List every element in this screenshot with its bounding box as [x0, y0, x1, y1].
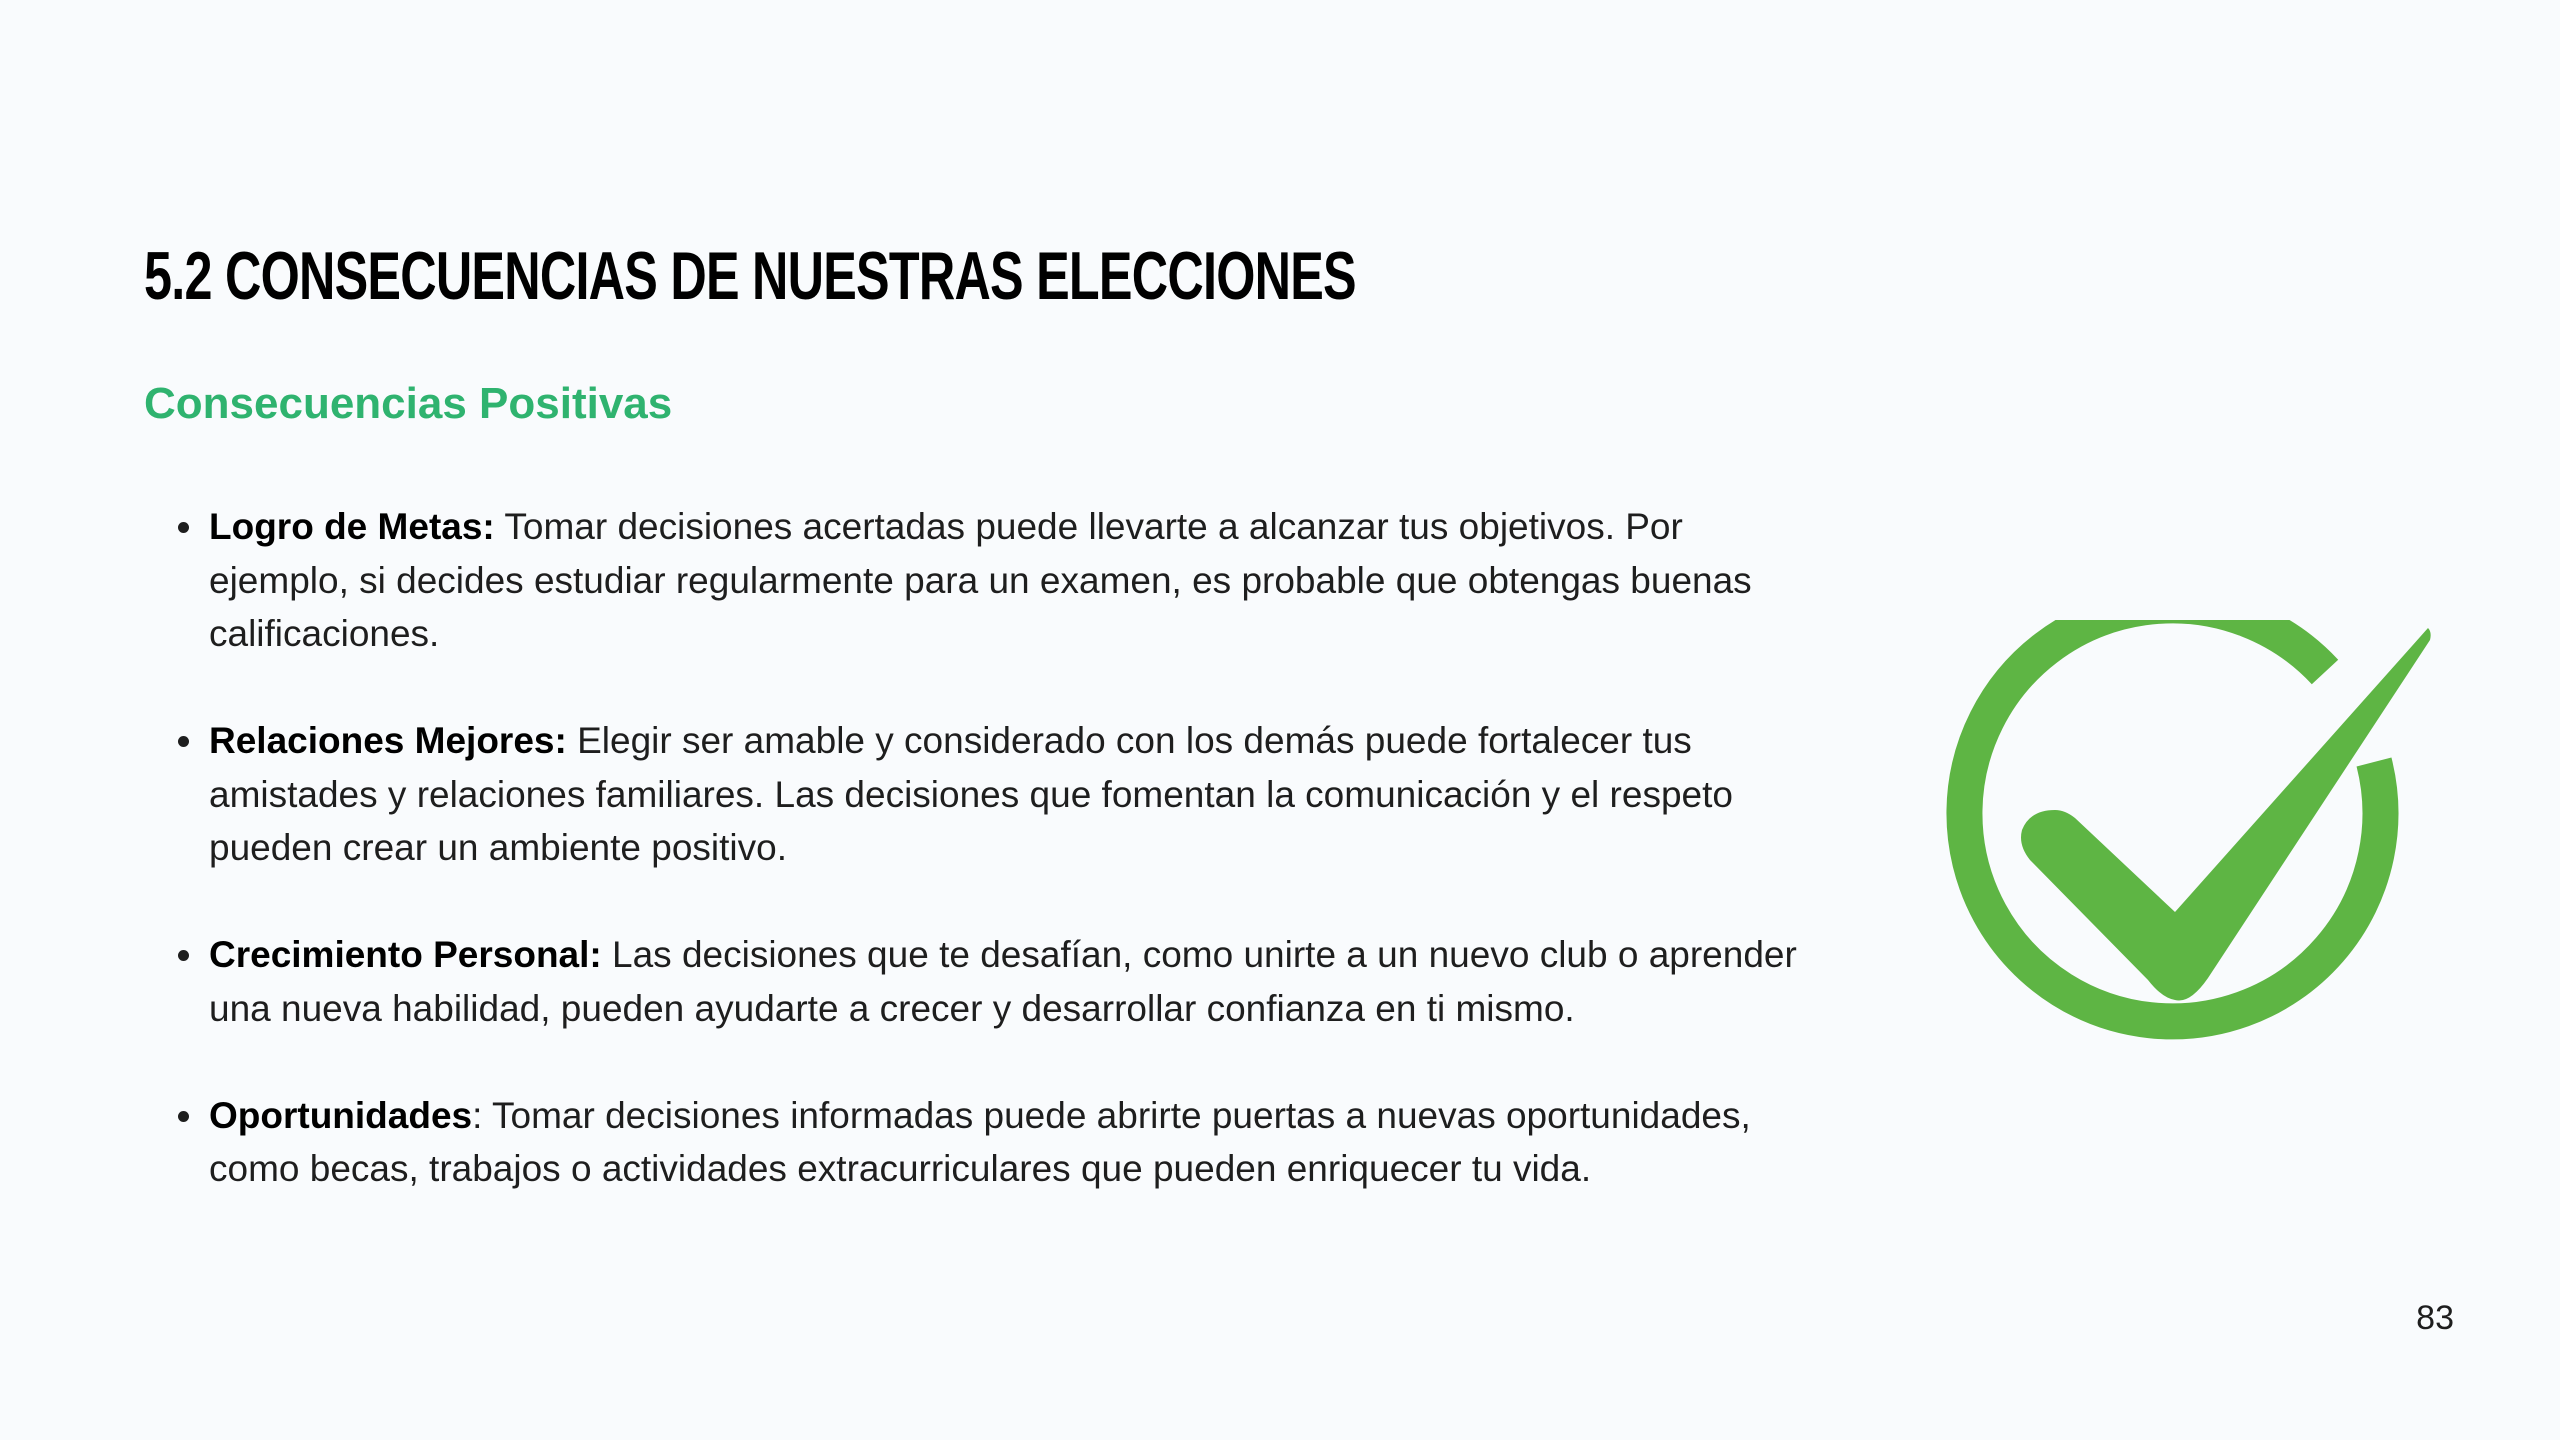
bullet-term: Logro de Metas: [209, 506, 495, 547]
section-subtitle: Consecuencias Positivas [144, 379, 673, 428]
list-item [144, 928, 1804, 1035]
list-item [144, 500, 1804, 661]
bullet-text: Elegir ser amable y considerado con los demás puede fortalecer tus amistades y relaciones familiares. Las decisiones que fomentan la comunicación y el respeto pueden crear un ambiente positivo. [209, 720, 1733, 868]
bullet-text: Las decisiones que te desafían, como unirte a un nuevo club o aprender una nueva habilidad, pueden ayudarte a crecer y desarrollar confianza en ti mismo. [209, 934, 1797, 1029]
bullet-term: Crecimiento Personal: [209, 934, 602, 975]
page-title: 5.2 CONSECUENCIAS DE NUESTRAS ELECCIONES [144, 238, 1356, 314]
check-circle-icon [1940, 620, 2440, 1100]
bullet-text: Tomar decisiones acertadas puede llevarte a alcanzar tus objetivos. Por ejemplo, si decides estudiar regularmente para un examen, es probable que obtengas buenas calificaciones. [209, 506, 1752, 654]
bullet-term: Oportunidades [209, 1094, 473, 1136]
bullet-dot [178, 736, 189, 747]
bullet-term: Relaciones Mejores: [209, 720, 567, 761]
bullet-dot [178, 522, 189, 533]
page-number: 83 [2416, 1299, 2454, 1337]
bullet-list [144, 500, 1804, 1249]
bullet-dot [178, 1111, 189, 1122]
bullet-dot [178, 950, 189, 961]
list-item [144, 714, 1804, 875]
list-item [144, 1089, 1804, 1196]
bullet-text: : Tomar decisiones informadas puede abrirte puertas a nuevas oportunidades, como becas, trabajos o actividades extracurriculares que pueden enriquecer tu vida. [209, 1094, 1751, 1189]
